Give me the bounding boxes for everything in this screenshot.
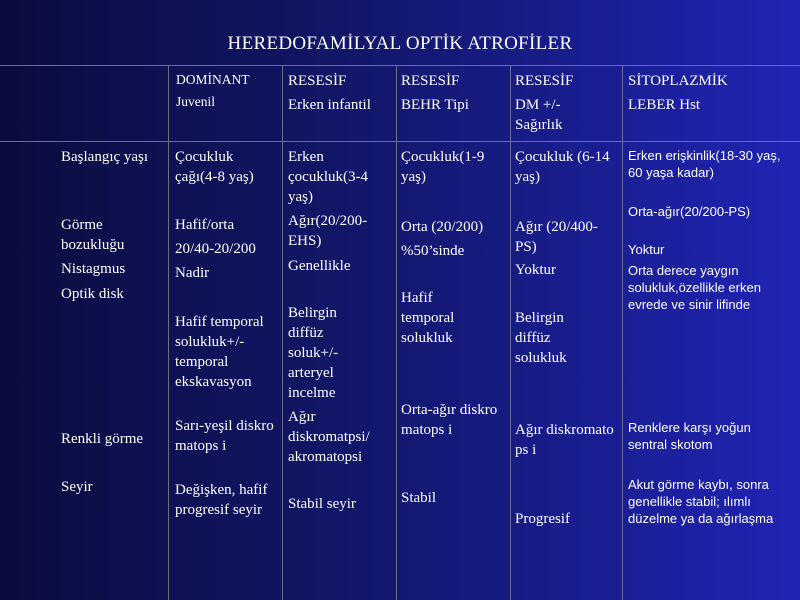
header-mitochondrial: SİTOPLAZMİK	[628, 73, 728, 89]
row-divider	[0, 65, 800, 66]
header-recessive-3-sub: DM +/- Sağırlık	[515, 97, 563, 133]
cell-leber-course: Akut görme kaybı, sonra genellikle stabil; ılımlı düzelme ya da ağırlaşma	[628, 477, 774, 526]
column-divider	[282, 65, 283, 600]
cell-dominant-vision: Hafif/orta	[175, 217, 235, 233]
cell-leber-color: Renklere karşı yoğun sentral skotom	[628, 420, 751, 452]
slide-title: HEREDOFAMİLYAL OPTİK ATROFİLER	[227, 33, 573, 54]
cell-infantil-vision: Ağır(20/200-EHS)	[288, 213, 368, 249]
cell-leber-nystagmus: Yoktur	[628, 242, 665, 257]
cell-infantil-course: Stabil seyir	[288, 496, 356, 512]
cell-leber-disc: Orta derece yaygın solukluk,özellikle erken evrede ve sinir lifinde	[628, 263, 761, 312]
cell-behr-vision-2: %50’sinde	[401, 243, 465, 259]
header-mitochondrial-sub: LEBER Hst	[628, 97, 701, 113]
cell-infantil-nystagmus: Genellikle	[288, 258, 351, 274]
cell-dm-disc: Belirgin diffüz solukluk	[515, 310, 567, 366]
cell-dominant-onset: Çocukluk çağı(4-8 yaş)	[175, 149, 254, 185]
row-label-vision: Görme bozukluğu	[61, 217, 125, 253]
cell-dm-onset: Çocukluk (6-14 yaş)	[515, 149, 610, 185]
row-divider	[0, 141, 800, 142]
cell-dm-nystagmus: Yoktur	[515, 262, 556, 278]
cell-behr-onset: Çocukluk(1-9 yaş)	[401, 149, 485, 185]
header-recessive-2: RESESİF	[401, 73, 460, 89]
row-label-color: Renkli görme	[61, 431, 144, 447]
cell-infantil-onset: Erken çocukluk(3-4 yaş)	[288, 149, 368, 205]
header-recessive-1: RESESİF	[288, 73, 347, 89]
column-divider	[396, 65, 397, 600]
cell-dominant-color: Sarı-yeşil diskromatops i	[175, 418, 274, 454]
cell-behr-vision: Orta (20/200)	[401, 219, 484, 235]
cell-leber-onset: Erken erişkinlik(18-30 yaş, 60 yaşa kadar)	[628, 148, 781, 180]
cell-dominant-disc: Hafif temporal solukluk+/- temporal ekskavasyon	[175, 314, 264, 390]
cell-infantil-disc: Belirgin diffüz soluk+/- arteryel incelme	[288, 305, 339, 401]
header-recessive-3: RESESİF	[515, 73, 574, 89]
cell-behr-disc: Hafif temporal solukluk	[401, 290, 455, 346]
cell-dominant-course: Değişken, hafif progresif seyir	[175, 482, 268, 518]
cell-behr-course: Stabil	[401, 490, 437, 506]
header-recessive-1-sub: Erken infantil	[288, 97, 371, 113]
header-dominant: DOMİNANT	[176, 72, 250, 87]
cell-dominant-nystagmus: Nadir	[175, 265, 210, 281]
cell-dm-course: Progresif	[515, 511, 570, 527]
column-divider	[622, 65, 623, 600]
header-dominant-sub: Juvenil	[176, 94, 215, 109]
row-label-onset: Başlangıç yaşı	[61, 149, 149, 165]
row-label-nystagmus: Nistagmus	[61, 261, 126, 277]
cell-infantil-color: Ağır diskromatpsi/ akromatopsi	[288, 409, 370, 465]
cell-dominant-vision-2: 20/40-20/200	[175, 241, 256, 257]
column-divider	[168, 65, 169, 600]
row-label-course: Seyir	[61, 479, 93, 495]
cell-dm-color: Ağır diskromatops i	[515, 422, 614, 458]
cell-dm-vision: Ağır (20/400-PS)	[515, 219, 598, 255]
column-divider	[510, 65, 511, 600]
cell-leber-vision: Orta-ağır(20/200-PS)	[628, 204, 751, 219]
row-label-disc: Optik disk	[61, 286, 124, 302]
header-recessive-2-sub: BEHR Tipi	[401, 97, 469, 113]
cell-behr-color: Orta-ağır diskromatops i	[401, 402, 498, 438]
